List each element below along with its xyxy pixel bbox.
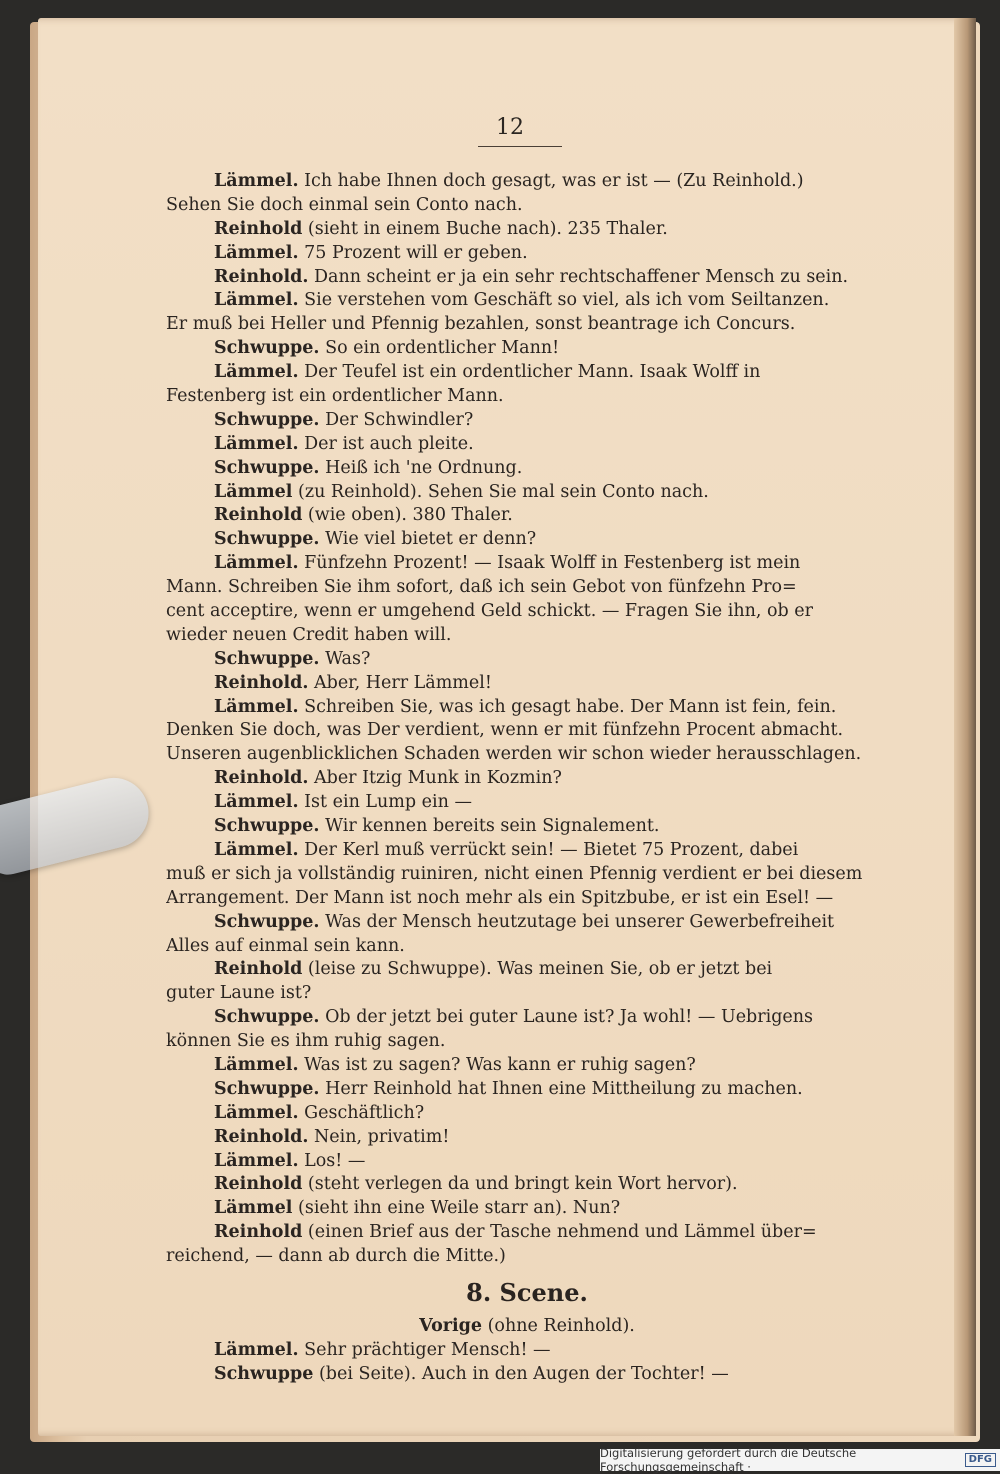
line-text: Alles auf einmal sein kann. <box>166 935 405 956</box>
line-text: Dann scheint er ja ein sehr rechtschaffener Mensch zu sein. <box>308 266 849 287</box>
text-line <box>166 1054 888 1078</box>
speaker-name: Lämmel. <box>214 553 299 574</box>
speaker-name: Schwuppe. <box>214 816 320 837</box>
line-text: Mann. Schreiben Sie ihm sofort, daß ich sein Gebot von fünfzehn Pro= <box>166 577 797 598</box>
line-text: können Sie es ihm ruhig sagen. <box>166 1031 446 1052</box>
line-text: Nein, privatim! <box>308 1126 450 1147</box>
line-text: Ist ein Lump ein — <box>298 792 472 813</box>
text-line <box>166 672 888 696</box>
speaker-name: Schwuppe. <box>214 648 320 669</box>
speaker-name: Schwuppe <box>214 1363 314 1384</box>
speaker-name: Reinhold <box>214 1174 303 1195</box>
speaker-name: Lämmel. <box>214 362 299 383</box>
text-line <box>166 433 888 457</box>
text-line <box>166 385 888 409</box>
text-line <box>166 696 888 720</box>
line-text: Sie verstehen vom Geschäft so viel, als ich vom Seiltanzen. <box>298 290 830 311</box>
speaker-name: Schwuppe. <box>214 457 320 478</box>
speaker-name: Lämmel. <box>214 433 299 454</box>
speaker-name: Schwuppe. <box>214 1007 320 1028</box>
line-text: Festenberg ist ein ordentlicher Mann. <box>166 386 504 407</box>
text-line <box>166 982 888 1006</box>
text-line <box>166 266 888 290</box>
speaker-name: Lämmel. <box>214 171 299 191</box>
speaker-name: Reinhold. <box>214 768 309 789</box>
text-line <box>166 1245 888 1269</box>
text-line <box>166 1006 888 1030</box>
speaker-name: Lämmel. <box>214 792 299 813</box>
line-text: Was? <box>319 648 371 669</box>
text-line <box>166 218 888 242</box>
text-line <box>166 958 888 982</box>
speaker-name: Lämmel. <box>214 290 299 311</box>
speaker-name: Schwuppe. <box>214 1078 320 1099</box>
text-line <box>166 528 888 552</box>
speaker-name: Lämmel. <box>214 242 299 263</box>
line-text: (sieht in einem Buche nach). 235 Thaler. <box>302 218 668 239</box>
line-text: (wie oben). 380 Thaler. <box>302 505 513 526</box>
speaker-name: Lämmel. <box>214 1339 299 1360</box>
speaker-name: Lämmel. <box>214 1102 299 1123</box>
text-line <box>166 887 888 911</box>
line-text: 75 Prozent will er geben. <box>298 242 528 263</box>
text-line <box>166 289 888 313</box>
speaker-name: Reinhold. <box>214 672 309 693</box>
text-line <box>166 1339 888 1363</box>
line-text: Der Schwindler? <box>319 409 474 430</box>
speaker-name: Lämmel <box>214 481 293 502</box>
text-line <box>166 409 888 433</box>
text-line <box>166 911 888 935</box>
speaker-name: Schwuppe. <box>214 409 320 430</box>
text-line <box>166 481 888 505</box>
line-text: Aber Itzig Munk in Kozmin? <box>308 768 562 789</box>
speaker-name: Lämmel. <box>214 839 299 860</box>
speaker-name: Reinhold <box>214 959 303 980</box>
scene-sub-speaker: Vorige <box>419 1315 483 1336</box>
text-line <box>166 313 888 337</box>
line-text: Er muß bei Heller und Pfennig bezahlen, sonst beantrage ich Concurs. <box>166 314 796 335</box>
line-text: Ich habe Ihnen doch gesagt, was er ist — (Zu Reinhold.) <box>298 171 804 191</box>
speaker-name: Reinhold <box>214 218 303 239</box>
line-text: reichend, — dann ab durch die Mitte.) <box>166 1246 506 1267</box>
speaker-name: Lämmel. <box>214 1150 299 1171</box>
text-line <box>166 1126 888 1150</box>
line-text: Sehr prächtiger Mensch! — <box>298 1339 551 1360</box>
speaker-name: Schwuppe. <box>214 911 320 932</box>
line-text: Heiß ich 'ne Ordnung. <box>319 457 523 478</box>
text-line <box>166 457 888 481</box>
text-line <box>166 1150 888 1174</box>
text-line <box>166 1102 888 1126</box>
line-text: Der Teufel ist ein ordentlicher Mann. Isaak Wolff in <box>298 362 761 383</box>
footer-text: Digitalisierung gefördert durch die Deutsche Forschungsgemeinschaft · <box>600 1446 857 1474</box>
page-number: 12 <box>496 115 524 140</box>
text-line <box>166 576 888 600</box>
line-text: (einen Brief aus der Tasche nehmend und Lämmel über= <box>302 1222 817 1243</box>
text-line <box>166 719 888 743</box>
text-line <box>166 504 888 528</box>
line-text: Wie viel bietet er denn? <box>319 529 537 550</box>
scene-subheading <box>166 1309 888 1339</box>
line-text: So ein ordentlicher Mann! <box>319 338 560 359</box>
text-line <box>166 170 888 194</box>
line-text: Arrangement. Der Mann ist noch mehr als ein Spitzbube, er ist ein Esel! — <box>166 887 834 908</box>
speaker-name: Lämmel. <box>214 1054 299 1075</box>
line-text: Ob der jetzt bei guter Laune ist? Ja wohl! — Uebrigens <box>319 1007 814 1028</box>
digitization-footer <box>600 1446 1000 1474</box>
page-gutter <box>954 18 976 1436</box>
speaker-name: Lämmel <box>214 1198 293 1219</box>
line-text: (zu Reinhold). Sehen Sie mal sein Conto nach. <box>292 481 709 502</box>
text-line <box>166 337 888 361</box>
text-line <box>166 839 888 863</box>
line-text: Der Kerl muß verrückt sein! — Bietet 75 Prozent, dabei <box>298 839 799 860</box>
line-text: Fünfzehn Prozent! — Isaak Wolff in Festenberg ist mein <box>298 553 801 574</box>
dfg-logo: DFG <box>965 1453 996 1467</box>
line-text: Denken Sie doch, was Der verdient, wenn er mit fünfzehn Procent abmacht. <box>166 720 844 741</box>
speaker-name: Reinhold <box>214 1222 303 1243</box>
speaker-name: Reinhold <box>214 505 303 526</box>
line-text: Was ist zu sagen? Was kann er ruhig sagen? <box>298 1054 696 1075</box>
text-line <box>166 1078 888 1102</box>
line-text: Unseren augenblicklichen Schaden werden wir schon wieder herausschlagen. <box>166 744 862 765</box>
line-text: Wir kennen bereits sein Signalement. <box>319 816 660 837</box>
text-line <box>166 1197 888 1221</box>
text-line <box>166 1030 888 1054</box>
scene-sub-text: (ohne Reinhold). <box>482 1315 635 1336</box>
text-line <box>166 935 888 959</box>
text-line <box>166 194 888 218</box>
text-line <box>166 1173 888 1197</box>
line-text: Sehen Sie doch einmal sein Conto nach. <box>166 194 523 215</box>
line-text: Geschäftlich? <box>298 1102 425 1123</box>
speaker-name: Schwuppe. <box>214 338 320 359</box>
text-line <box>166 863 888 887</box>
speaker-name: Lämmel. <box>214 696 299 717</box>
dialogue-lines <box>166 170 888 1269</box>
line-text: Was der Mensch heutzutage bei unserer Gewerbefreiheit <box>319 911 835 932</box>
speaker-name: Reinhold. <box>214 1126 309 1147</box>
text-line <box>166 600 888 624</box>
line-text: Herr Reinhold hat Ihnen eine Mittheilung zu machen. <box>319 1078 803 1099</box>
text-line <box>166 743 888 767</box>
text-line <box>166 552 888 576</box>
line-text: (leise zu Schwuppe). Was meinen Sie, ob er jetzt bei <box>302 959 773 980</box>
page-number-rule <box>478 146 562 147</box>
text-line <box>166 1221 888 1245</box>
line-text: guter Laune ist? <box>166 983 312 1004</box>
line-text: wieder neuen Credit haben will. <box>166 624 452 645</box>
text-line <box>166 648 888 672</box>
speaker-name: Schwuppe. <box>214 529 320 550</box>
line-text: cent acceptire, wenn er umgehend Geld schickt. — Fragen Sie ihn, ob er <box>166 601 814 622</box>
closing-dialogue-lines <box>166 1339 888 1387</box>
text-line <box>166 791 888 815</box>
line-text: (steht verlegen da und bringt kein Wort hervor). <box>302 1174 738 1195</box>
page-text <box>166 170 888 1387</box>
text-line <box>166 361 888 385</box>
line-text: (bei Seite). Auch in den Augen der Tochter! — <box>313 1363 729 1384</box>
speaker-name: Reinhold. <box>214 266 309 287</box>
line-text: (sieht ihn eine Weile starr an). Nun? <box>292 1198 621 1219</box>
line-text: muß er sich ja vollständig ruiniren, nicht einen Pfennig verdient er bei diesem <box>166 863 863 884</box>
line-text: Schreiben Sie, was ich gesagt habe. Der Mann ist fein, fein. <box>298 696 837 717</box>
scene-heading: 8. Scene. <box>466 1277 588 1307</box>
line-text: Los! — <box>298 1150 366 1171</box>
text-line <box>166 767 888 791</box>
text-line <box>166 242 888 266</box>
text-line <box>166 1363 888 1387</box>
text-line <box>166 624 888 648</box>
text-line <box>166 815 888 839</box>
line-text: Der ist auch pleite. <box>298 433 474 454</box>
line-text: Aber, Herr Lämmel! <box>308 672 492 693</box>
